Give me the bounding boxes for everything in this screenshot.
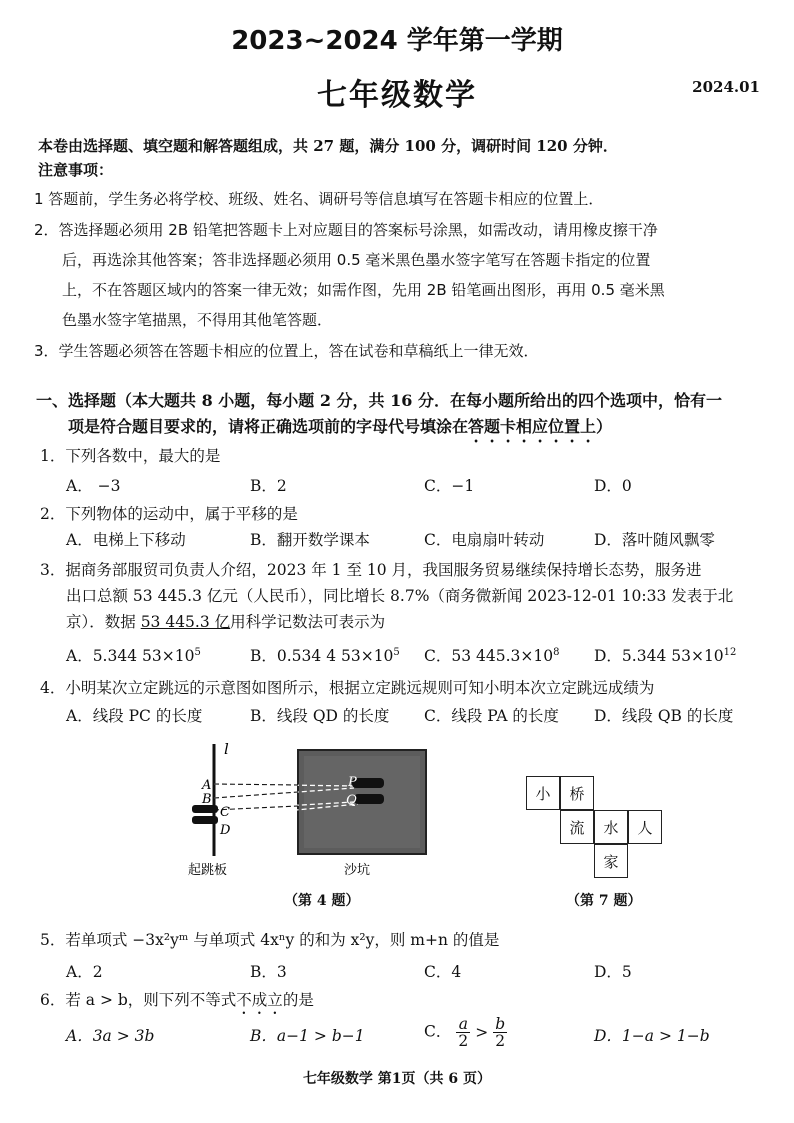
q6-c-den2: 2 <box>495 1032 506 1050</box>
q4-option-c: C．线段 PA 的长度 <box>424 707 559 725</box>
point-p-label: P <box>348 775 357 790</box>
q3-option-a-exp: 5 <box>194 646 201 658</box>
section1-header-emphasis: 答题卡相应位置上 <box>468 417 597 436</box>
point-b-label: B <box>202 792 212 807</box>
q3-option-b-exp: 5 <box>393 646 400 658</box>
q6-option-c-label: C． <box>424 1022 452 1041</box>
q4-option-d: D．线段 QB 的长度 <box>594 707 734 725</box>
q1-option-c: C．−1 <box>424 477 475 495</box>
notice-heading: 注意事项： <box>38 161 114 179</box>
q2-option-d: D．落叶随风飘零 <box>594 531 715 549</box>
page-footer: 七年级数学 第1页（共 6 页） <box>302 1071 492 1087</box>
q5-option-c: C．4 <box>424 963 462 981</box>
q5-option-b: B．3 <box>250 963 287 981</box>
q6-stem-emphasis: 不成立 <box>236 991 283 1009</box>
q2-stem: 2．下列物体的运动中，属于平移的是 <box>40 505 298 523</box>
sand-pit-label: 沙坑 <box>344 863 371 878</box>
figure-4-caption: （第 4 题） <box>284 893 360 909</box>
q6-option-c-fraction-1 <box>456 1016 470 1049</box>
q2-option-c: C．电扇扇叶转动 <box>424 531 545 549</box>
q5-stem: 5．若单项式 −3x²yᵐ 与单项式 4xⁿy 的和为 x²y，则 m+n 的值是 <box>40 931 500 949</box>
q4-stem: 4．小明某次立定跳远的示意图如图所示，根据立定跳远规则可知小明本次立定跳远成绩为 <box>40 679 655 697</box>
section1-header-line1: 一、选择题（本大题共 8 小题，每小题 2 分，共 16 分．在每小题所给出的四个选项中，恰有一 <box>36 391 722 410</box>
q6-option-a: A．3a > 3b <box>66 1027 155 1045</box>
q3-option-c <box>424 644 559 666</box>
q6-option-c-op: > <box>475 1023 489 1042</box>
q2-option-a: A．电梯上下移动 <box>66 531 186 549</box>
q6-stem-prefix: 6．若 a > b，则下列不等式 <box>40 991 237 1009</box>
q6-c-num1: a <box>458 1015 468 1033</box>
notice-item-2-cont-3: 色墨水签字笔描黑，不得用其他笔答题． <box>62 311 333 329</box>
q6-stem-suffix: 的是 <box>282 991 314 1009</box>
q3-option-b <box>250 644 400 666</box>
q6-option-c-fraction-2 <box>493 1016 507 1049</box>
q5-option-d: D．5 <box>594 963 632 981</box>
net-cell-qiao: 桥 <box>560 776 594 810</box>
q3-underlined-value: 53 445.3 亿 <box>140 613 231 631</box>
q4-option-a: A．线段 PC 的长度 <box>66 707 203 725</box>
notice-item-2: 2．答选择题必须用 2B 铅笔把答题卡上对应题目的答案标号涂黑，如需改动，请用橡皮擦干净 <box>34 221 658 239</box>
q3-line3-suffix: 用科学记数法可表示为 <box>230 613 386 631</box>
q5-option-a: A．2 <box>66 963 103 981</box>
takeoff-board-label: 起跳板 <box>188 863 228 878</box>
q3-option-a-text: A．5.344 53×10 <box>66 647 195 665</box>
notice-item-2-cont-2: 上，不在答题区域内的答案一律无效；如需作图，先用 2B 铅笔画出图形，再用 0.5 毫米黑 <box>62 281 665 299</box>
q3-option-a <box>66 644 201 666</box>
q3-line1: 3．据商务部服贸司负责人介绍，2023 年 1 至 10 月，我国服务贸易继续保持增长态势，服务进 <box>40 561 702 579</box>
q6-c-den1: 2 <box>458 1032 469 1050</box>
net-cell-xiao: 小 <box>526 776 560 810</box>
point-q-label: Q <box>346 793 357 808</box>
q1-option-d: D．0 <box>594 477 632 495</box>
q1-option-a: A． −3 <box>66 477 121 495</box>
net-cell-jia: 家 <box>594 844 628 878</box>
point-d-label: D <box>220 823 231 838</box>
notice-item-2-cont-1: 后，再选涂其他答案；答非选择题必须用 0.5 毫米黑色墨水签字笔写在答题卡指定的位置 <box>62 251 651 269</box>
foot-lower <box>192 816 218 824</box>
section1-header-line2c: ） <box>596 417 613 436</box>
footprint-q <box>354 794 384 804</box>
q1-option-b: B．2 <box>250 477 287 495</box>
line-l-label: l <box>224 742 229 758</box>
q3-line2: 出口总额 53 445.3 亿元（人民币），同比增长 8.7%（商务微新闻 2023-12-01 10:33 发表于北 <box>66 587 734 605</box>
dashed-line-b-outside <box>214 792 298 798</box>
q6-option-b: B．a−1 > b−1 <box>250 1027 365 1045</box>
section1-header-line2 <box>68 414 612 446</box>
q4-option-b: B．线段 QD 的长度 <box>250 707 390 725</box>
footprint-p <box>352 778 384 788</box>
q2-option-b: B．翻开数学课本 <box>250 531 370 549</box>
notice-item-1: 1 答题前，学生务必将学校、班级、姓名、调研号等信息填写在答题卡相应的位置上． <box>34 190 604 208</box>
net-cell-ren: 人 <box>628 810 662 844</box>
point-a-label: A <box>202 778 212 793</box>
q3-line3 <box>66 610 385 632</box>
figure-7-caption: （第 7 题） <box>566 893 642 909</box>
notice-item-3: 3．学生答题必须答在答题卡相应的位置上，答在试卷和草稿纸上一律无效． <box>34 342 539 360</box>
q3-option-d <box>594 644 736 666</box>
q3-option-b-text: B．0.534 4 53×10 <box>250 647 394 665</box>
q6-option-d: D．1−a > 1−b <box>594 1027 710 1045</box>
q6-option-c <box>424 1016 507 1049</box>
q3-option-c-text: C．53 445.3×10 <box>424 647 554 665</box>
point-c-label: C <box>220 805 230 820</box>
q6-stem <box>40 988 314 1018</box>
figure-4-long-jump-diagram <box>186 742 446 882</box>
section1-header-line2a: 项是符合题目要求的，请将正确选项前的字母代号填涂在 <box>68 417 469 436</box>
dashed-line-a-outside <box>214 784 298 785</box>
exam-subject: 七年级数学 <box>317 78 477 113</box>
q3-option-d-text: D．5.344 53×10 <box>594 647 724 665</box>
q6-c-num2: b <box>495 1015 506 1033</box>
net-cell-shui: 水 <box>594 810 628 844</box>
exam-intro: 本卷由选择题、填空题和解答题组成，共 27 题，满分 100 分，调研时间 120 分钟． <box>38 137 618 155</box>
exam-date: 2024.01 <box>692 78 760 96</box>
q3-option-d-exp: 12 <box>723 646 737 658</box>
q3-option-c-exp: 8 <box>553 646 560 658</box>
q3-line3-prefix: 京）．数据 <box>66 613 141 631</box>
q1-stem: 1．下列各数中，最大的是 <box>40 447 221 465</box>
exam-term: 2023~2024 学年第一学期 <box>231 26 563 56</box>
net-cell-liu: 流 <box>560 810 594 844</box>
figure-7-cube-net <box>526 776 666 880</box>
